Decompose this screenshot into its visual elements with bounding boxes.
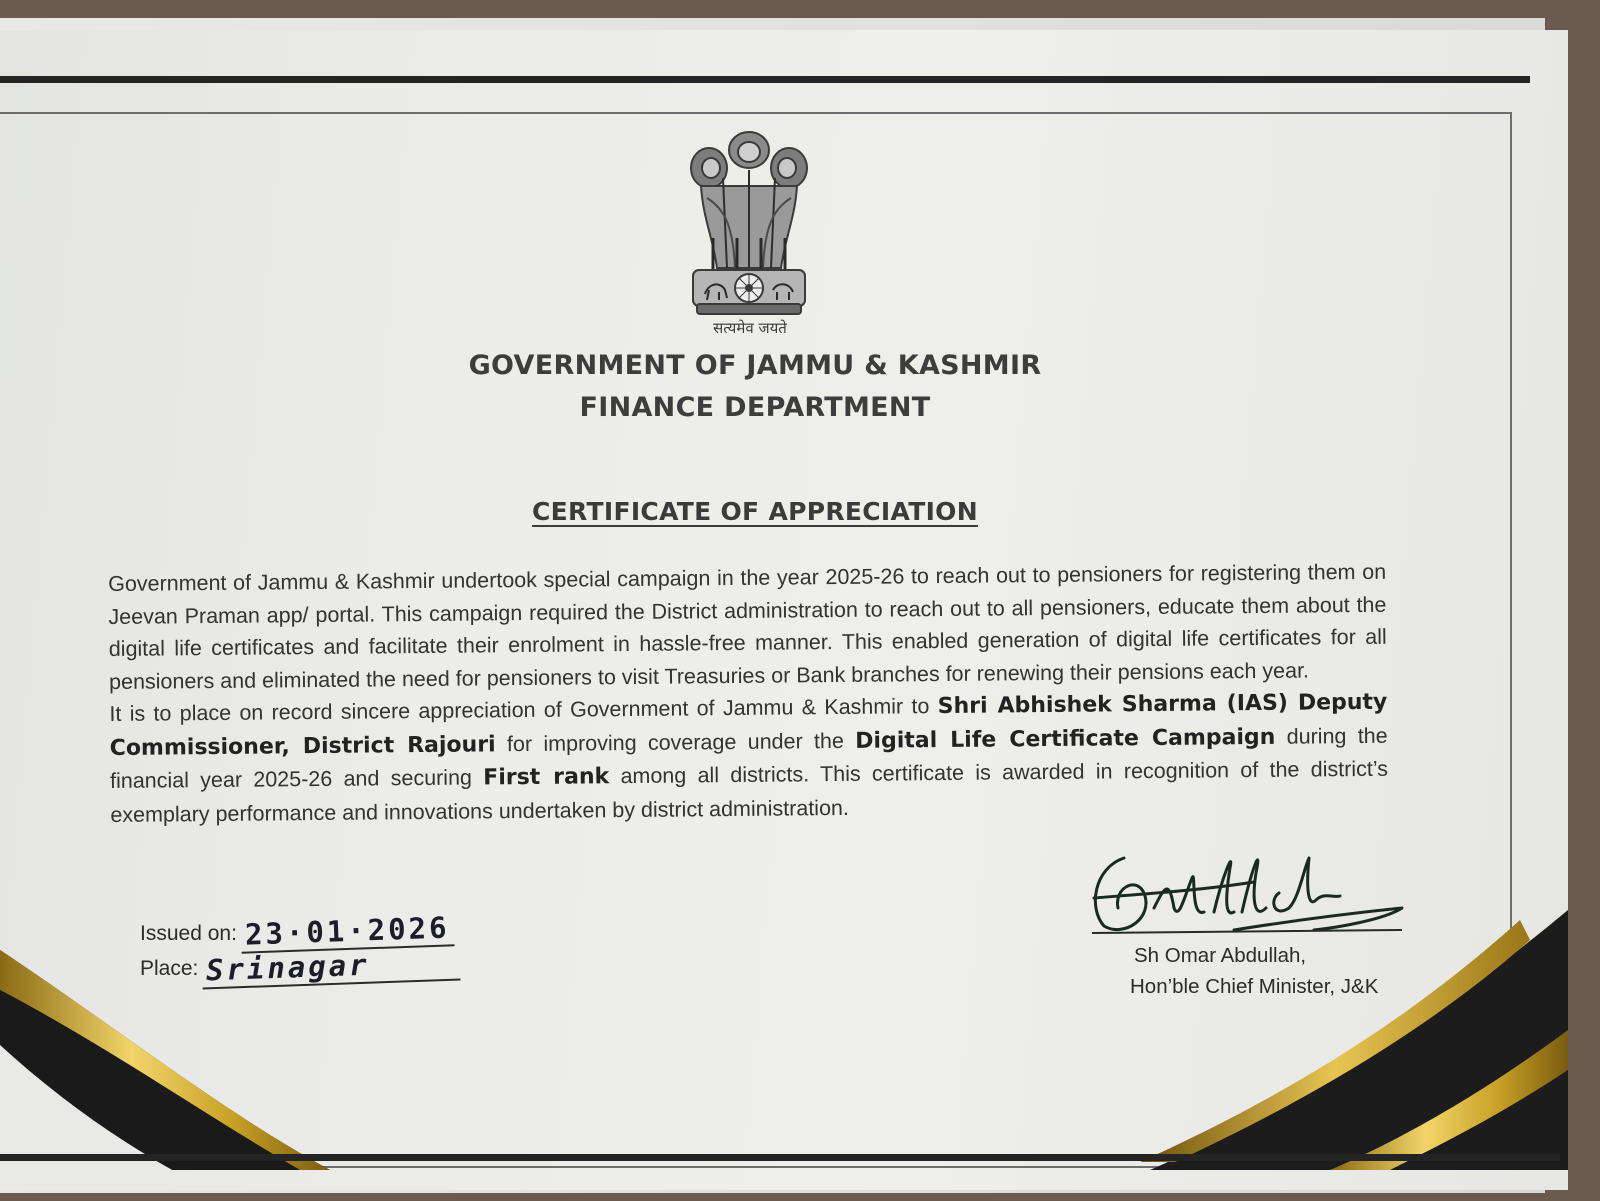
certificate-title: CERTIFICATE OF APPRECIATION: [532, 497, 978, 526]
emblem-motto: सत्यमेव जयते: [713, 319, 787, 337]
bottom-border-bar: [0, 1154, 1560, 1161]
issued-on-row: [140, 910, 460, 952]
national-emblem-lion-capital-icon: [683, 128, 815, 318]
top-border-bar: [0, 76, 1530, 83]
government-name: GOVERNMENT OF JAMMU & KASHMIR: [468, 350, 1042, 381]
signatory-designation: Hon’ble Chief Minister, J&K: [1130, 975, 1379, 998]
recipient-name: Shri Abhishek Sharma (IAS) Deputy Commissioner, District Rajouri: [109, 689, 1388, 761]
rank-text: First rank: [483, 764, 610, 791]
signatory-block: [1130, 940, 1420, 1002]
issue-details: [140, 910, 460, 988]
appreciation-text-2: for improving coverage under the: [495, 728, 856, 756]
issued-on-date: 23·01·2026: [240, 911, 454, 953]
issued-on-label: Issued on:: [140, 922, 237, 945]
campaign-paragraph: Government of Jammu & Kashmir undertook special campaign in the year 2025-26 to reach out to pensioners for registering them on Jeevan Praman app/ portal. This campaign required the District administration to reach out to all pensioners, educate them about the digital life certificates and facilitate their enrolment in hassle-free manner. This enabled generation of digital life certificates for all pensioners and eliminated the need for pensioners to visit Treasuries or Bank branches for renewing their pensions each year.: [108, 559, 1387, 694]
place-label: Place:: [140, 957, 199, 980]
campaign-name: Digital Life Certificate Campaign: [855, 724, 1276, 754]
appreciation-text-4: among all districts. This certificate is awarded in recognition of the district’s exemplary performance and innovations undertaken by district administration.: [110, 756, 1389, 827]
department-name: FINANCE DEPARTMENT: [579, 392, 931, 423]
appreciation-text-1: It is to place on record sincere appreciation of Government of Jammu & Kashmir to: [109, 694, 938, 726]
signatory-name: Sh Omar Abdullah,: [1134, 944, 1307, 967]
place-row: [140, 947, 460, 988]
certificate-body: [108, 556, 1388, 831]
appreciation-paragraph: [109, 686, 1388, 831]
handwritten-signature-icon: [1084, 838, 1409, 943]
letterhead: [390, 345, 1120, 429]
place-value: Srinagar: [202, 946, 461, 990]
appreciation-text-3: during the financial year 2025-26 and securing: [109, 723, 1388, 793]
